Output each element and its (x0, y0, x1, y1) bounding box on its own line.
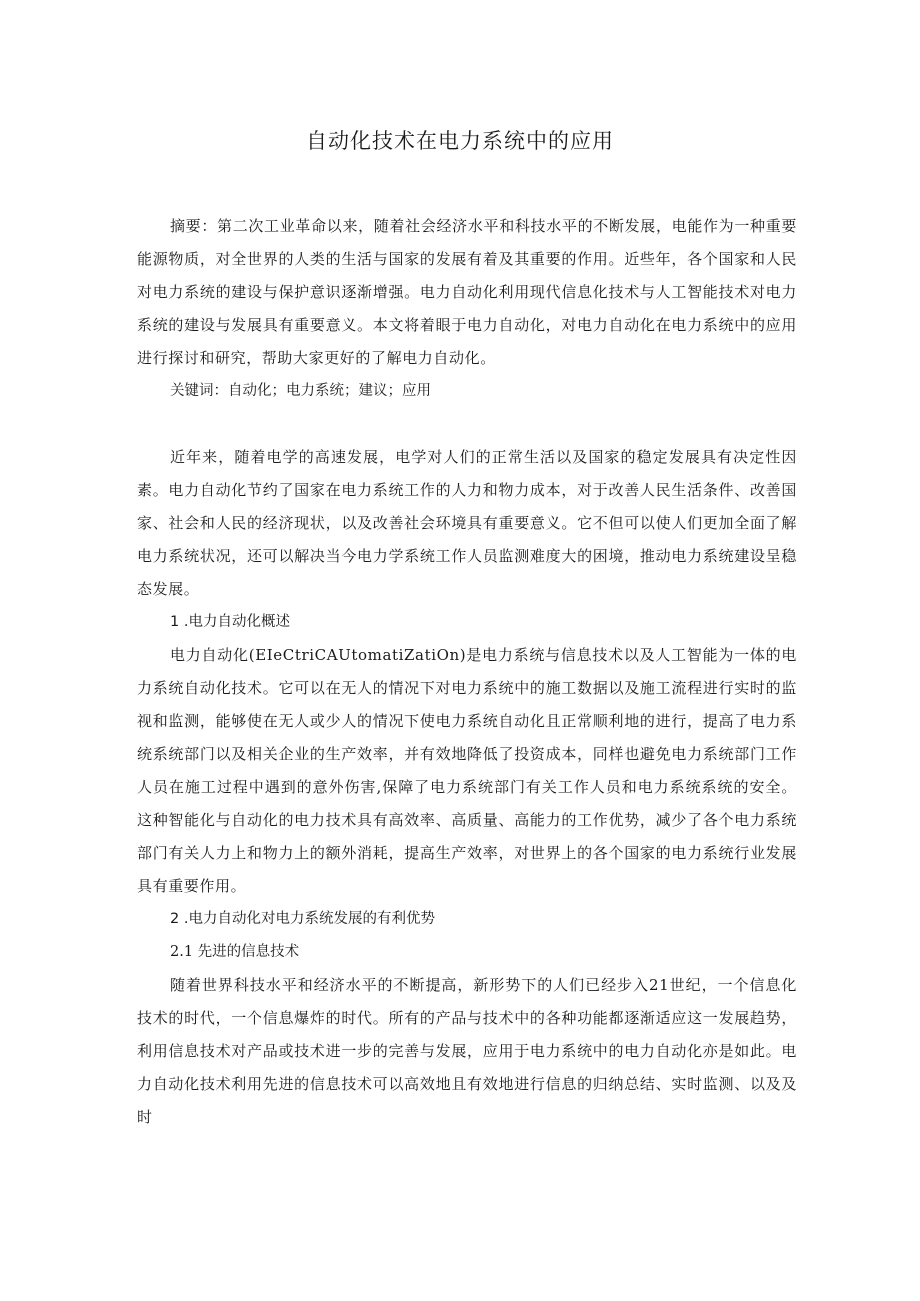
section-2-heading: 2 .电力自动化对电力系统发展的有利优势 (170, 911, 435, 927)
intro-paragraph: 近年来，随着电学的高速发展，电学对人们的正常生活以及国家的稳定发展具有决定性因素。电力自动化节约了国家在电力系统工作的人力和物力成本，对于改善人民生活条件、改善国家、社会和人民的经济现状，以及改善社会环境具有重要意义。它不但可以使人们更加全面了解电力系统状况，还可以解决当今电力学系统工作人员监测难度大的困境，推动电力系统建设呈稳态发展。 (137, 448, 797, 598)
abstract-paragraph: 摘要：第二次工业革命以来，随着社会经济水平和科技水平的不断发展，电能作为一种重要能源物质，对全世界的人类的生活与国家的发展有着及其重要的作用。近些年，各个国家和人民对电力系统的建设与保护意识逐渐增强。电力自动化利用现代信息化技术与人工智能技术对电力系统的建设与发展具有重要意义。本文将着眼于电力自动化，对电力自动化在电力系统中的应用进行探讨和研究，帮助大家更好的了解电力自动化。 (137, 217, 797, 367)
section-2-1-heading: 2.1 先进的信息技术 (170, 944, 300, 960)
keywords-line: 关键词：自动化；电力系统；建议；应用 (170, 383, 431, 399)
document-body (137, 210, 797, 1134)
section-1-heading: 1 .电力自动化概述 (170, 614, 290, 630)
section-2-1-paragraph: 随着世界科技水平和经济水平的不断提高，新形势下的人们已经步入21世纪，一个信息化技术的时代，一个信息爆炸的时代。所有的产品与技术中的各种功能都逐渐适应这一发展趋势，利用信息技术对产品或技术进一步的完善与发展，应用于电力系统中的电力自动化亦是如此。电力自动化技术利用先进的信息技术可以高效地且有效地进行信息的归纳总结、实时监测、以及及时 (137, 976, 797, 1126)
section-1-paragraph: 电力自动化(EIeCtriCAUtomatiZatiOn)是电力系统与信息技术以及人工智能为一体的电力系统自动化技术。它可以在无人的情况下对电力系统中的施工数据以及施工流程进行实时的监视和监测，能够使在无人或少人的情况下使电力系统自动化且正常顺利地的进行，提高了电力系统系统部门以及相关企业的生产效率，并有效地降低了投资成本，同样也避免电力系统部门工作人员在施工过程中遇到的意外伤害,保障了电力系统部门有关工作人员和电力系统系统的安全。这种智能化与自动化的电力技术具有高效率、高质量、高能力的工作优势，减少了各个电力系统部门有关人力上和物力上的额外消耗，提高生产效率，对世界上的各个国家的电力系统行业发展具有重要作用。 (137, 646, 797, 895)
page-title: 自动化技术在电力系统中的应用 (306, 129, 614, 153)
paragraph-gap (137, 408, 797, 441)
